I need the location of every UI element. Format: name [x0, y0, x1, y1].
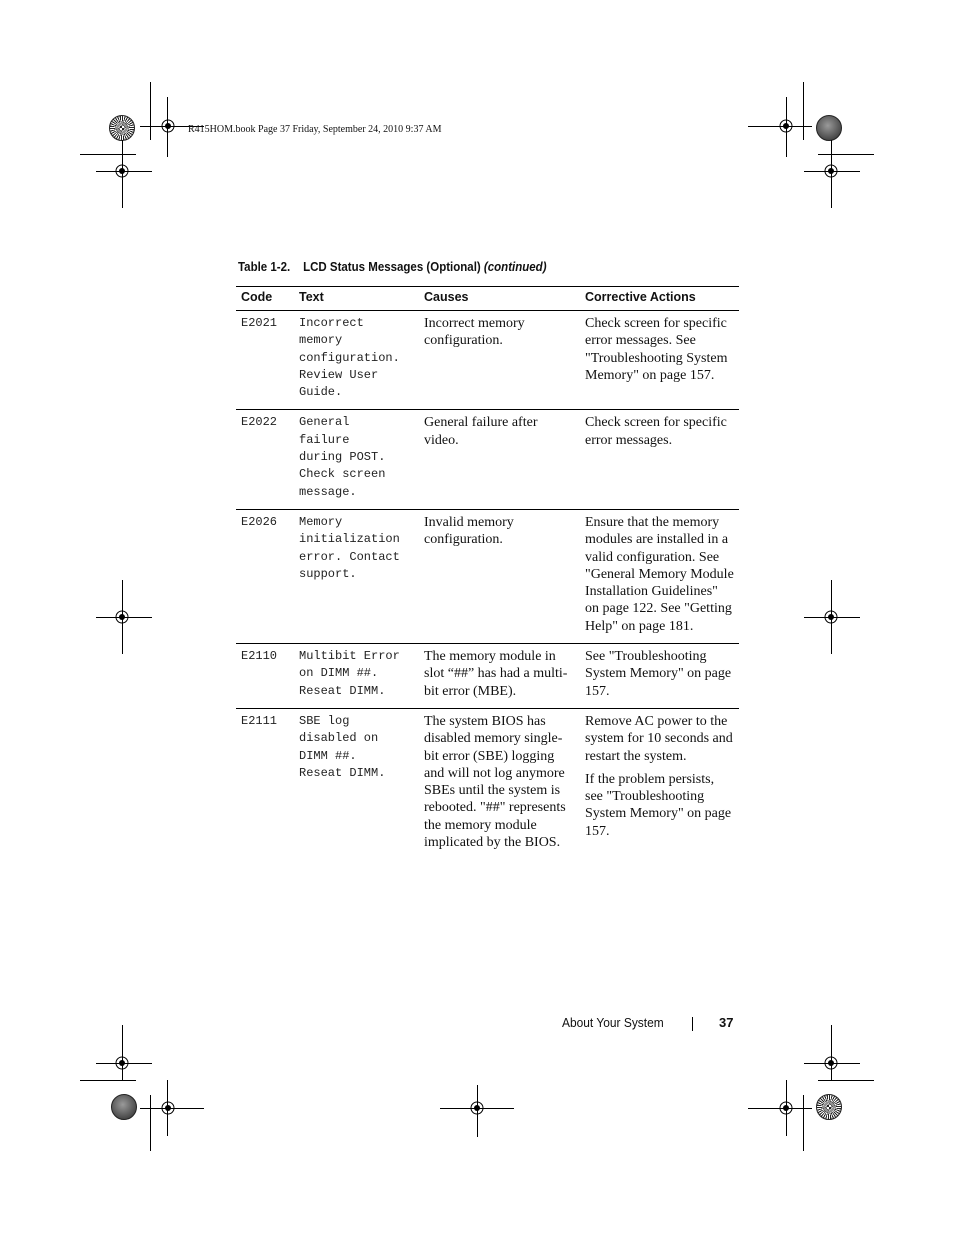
code-cell: E2110	[236, 644, 294, 709]
crop-line	[96, 171, 152, 172]
crop-line	[831, 1025, 832, 1081]
table-row	[236, 410, 739, 509]
causes-cell: Incorrect memory configuration.	[419, 311, 580, 410]
text-line: during POST.	[299, 450, 386, 465]
text-line: Reseat DIMM.	[299, 683, 386, 698]
text-line: Review User	[299, 367, 379, 382]
table-row	[236, 644, 739, 709]
registration-sunburst-icon	[111, 1094, 137, 1120]
action-paragraph: Check screen for specific error messages.	[585, 415, 727, 448]
action-paragraph: See "Troubleshooting System Memory" on page 157.	[585, 649, 732, 699]
crop-line	[150, 82, 151, 140]
text-line: SBE log	[299, 713, 350, 728]
text-line: Incorrect	[299, 316, 364, 330]
causes-cell: The system BIOS has disabled memory single-bit error (SBE) logging and will not log anymore SBEs until the system is rebooted. "##" represents the memory module implicated by the BIOS.	[424, 713, 566, 851]
crop-line	[818, 154, 874, 155]
table-header-row	[236, 287, 739, 311]
print-header-info: R415HOM.book Page 37 Friday, September 24, 2010 9:37 AM	[188, 124, 442, 135]
crop-line	[818, 1080, 874, 1081]
crop-line	[80, 1080, 136, 1081]
footer-section-title: About Your System	[562, 1015, 664, 1030]
text-line: DIMM ##.	[299, 748, 357, 763]
text-line: configuration.	[299, 350, 400, 365]
text-cell	[294, 509, 419, 643]
text-line: Check screen	[299, 467, 386, 482]
code-cell: E2111	[241, 713, 278, 728]
crop-line	[167, 97, 168, 157]
text-line: Reseat DIMM.	[299, 765, 386, 780]
crop-line	[786, 97, 787, 157]
table-caption	[238, 260, 547, 274]
crop-line	[122, 1025, 123, 1081]
table-row	[236, 311, 739, 410]
text-cell	[294, 410, 419, 509]
text-cell	[294, 311, 419, 410]
text-line: General	[299, 415, 350, 430]
table-caption-title: LCD Status Messages (Optional)	[303, 260, 481, 274]
column-header-corrective-actions: Corrective Actions	[580, 287, 739, 311]
crosshair-icon	[468, 1099, 486, 1117]
actions-cell	[580, 509, 739, 643]
crosshair-icon	[113, 1054, 131, 1072]
crop-line	[80, 154, 136, 155]
table-caption-continued: (continued)	[483, 260, 547, 274]
table-row	[236, 708, 739, 859]
footer-divider	[692, 1017, 693, 1031]
text-line: Guide.	[299, 385, 343, 400]
actions-cell	[580, 644, 739, 709]
crosshair-icon	[822, 1054, 840, 1072]
text-line: Multibit Error	[299, 649, 400, 664]
action-paragraph: Check screen for specific error messages. See "Troubleshooting System Memory" on page 157.	[585, 316, 728, 383]
text-line: initialization	[299, 532, 400, 547]
table-caption-number: Table 1-2.	[238, 260, 291, 274]
actions-cell	[580, 410, 739, 509]
text-line: memory	[299, 333, 343, 348]
crop-line	[803, 1095, 804, 1151]
code-cell: E2022	[236, 410, 294, 509]
text-cell	[294, 708, 419, 859]
crosshair-icon	[822, 608, 840, 626]
crosshair-icon	[777, 1099, 795, 1117]
text-line: error. Contact	[299, 549, 400, 564]
text-line: on DIMM ##.	[299, 666, 379, 681]
text-line: disabled on	[299, 731, 379, 746]
causes-cell: The memory module in slot “##” has had a multi-bit error (MBE).	[419, 644, 580, 709]
action-paragraph: Ensure that the memory modules are installed in a valid configuration. See "General Memory Module Installation Guidelines" on page 122. See "Getting Help" on page 181.	[585, 514, 734, 634]
crop-line	[804, 171, 860, 172]
code-cell: E2026	[236, 509, 294, 643]
column-header-causes: Causes	[419, 287, 580, 311]
text-line: support.	[299, 566, 357, 581]
registration-sunburst-icon	[816, 1094, 842, 1120]
action-paragraph: If the problem persists, see "Troubleshooting System Memory" on page 157.	[585, 771, 732, 839]
table-row	[236, 509, 739, 643]
text-cell	[294, 644, 419, 709]
crop-line	[803, 82, 804, 140]
actions-cell	[580, 708, 739, 859]
crosshair-icon	[113, 608, 131, 626]
crosshair-icon	[159, 117, 177, 135]
text-line: failure	[299, 432, 350, 447]
lcd-status-table	[236, 286, 739, 859]
registration-sunburst-icon	[816, 115, 842, 141]
action-paragraph: Remove AC power to the system for 10 seconds and restart the system.	[585, 713, 733, 764]
crosshair-icon	[159, 1099, 177, 1117]
page-number: 37	[719, 1015, 734, 1030]
causes-cell: Invalid memory configuration.	[419, 509, 580, 643]
column-header-code: Code	[236, 287, 294, 311]
registration-sunburst-icon	[109, 115, 135, 141]
crop-line	[150, 1095, 151, 1151]
actions-cell	[580, 311, 739, 410]
code-cell: E2021	[236, 311, 294, 410]
column-header-text: Text	[294, 287, 419, 311]
text-line: message.	[299, 484, 357, 499]
text-line: Memory	[299, 514, 343, 529]
causes-cell: General failure after video.	[419, 410, 580, 509]
